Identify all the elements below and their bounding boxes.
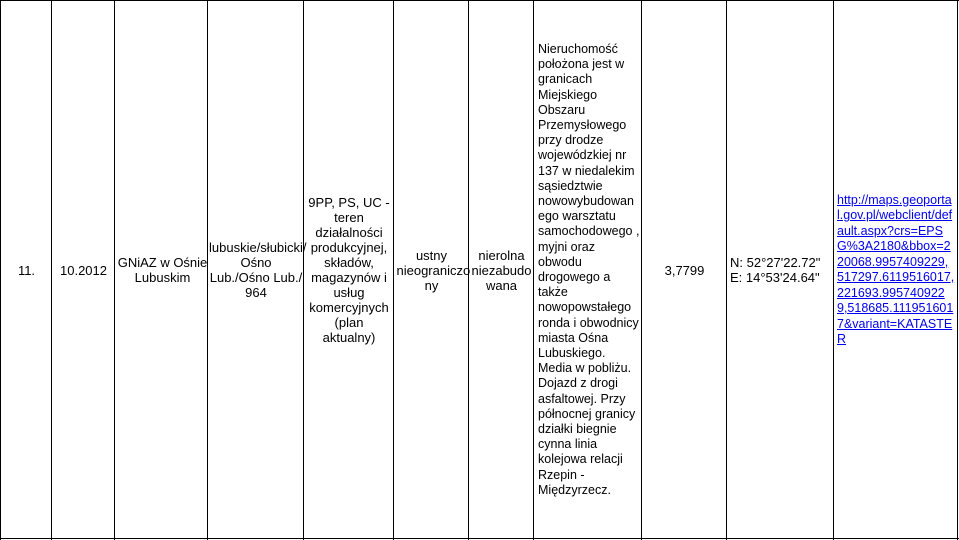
table-top-border [0,0,959,1]
date: 10.2012 [60,262,107,278]
date-cell [53,2,114,538]
location-cell [209,2,307,538]
col-border [393,0,394,540]
coordinate-east: E: 14°53'24.64" [730,270,820,285]
geoportal-link[interactable]: http://maps.geoportal.gov.pl/webclient/default.aspx?crs=EPSG%3A2180&bbox=220068.9957409229,517297.6119516017,221693.9957409229,518685.1119516017&variant=KATASTER [837,192,955,346]
col-border [533,0,534,540]
coordinates-cell [730,2,833,538]
office-cell [116,2,209,538]
row-number: 11. [17,262,36,278]
tender-type-cell [470,2,533,538]
col-border [726,0,727,540]
link-cell [837,2,956,538]
location: lubuskie/słubicki/ Ośno Lub./Ośno Lub./ 964 [209,240,307,300]
office: GNiAZ w Ośnie Lubuskim [117,255,208,285]
purpose-cell [305,2,393,538]
row-number-cell [2,2,51,538]
area-cell [643,2,726,538]
description: Nieruchomość położona jest w granicach Miejskiego Obszaru Przemysłowego przy drodze wojewódzkiej nr 137 w niedalekim sąsiedztwie nowowybudowan ego warsztatu samochodowego , myjni oraz obwodu drogowego a także nowopowstałego ronda i obwodnicy miasta Ośna Lubuskiego. Media w pobliżu. Dojazd z drogi asfaltowej. Przy północnej granicy działki biegnie cynna linia kolejowa relacji Rzepin - Międzyrzecz. [538,41,640,497]
col-border [114,0,115,540]
tender-type: nierolna niezabudo wana [471,247,532,293]
col-border [833,0,834,540]
description-cell [538,2,640,538]
ownership-cell [395,2,471,538]
table-bottom-border [0,538,959,539]
col-border [641,0,642,540]
coordinate-north: N: 52°27'22.72" [730,255,821,270]
col-border [51,0,52,540]
area: 3,7799 [664,262,705,278]
purpose: 9PP, PS, UC - teren działalności produkcyjnej, składów, magazynów i usług komercyjnych (plan aktualny) [308,195,390,345]
col-border [957,0,958,540]
col-border [303,0,304,540]
col-border [0,0,1,540]
ownership: ustny nieograniczo ny [396,247,471,293]
